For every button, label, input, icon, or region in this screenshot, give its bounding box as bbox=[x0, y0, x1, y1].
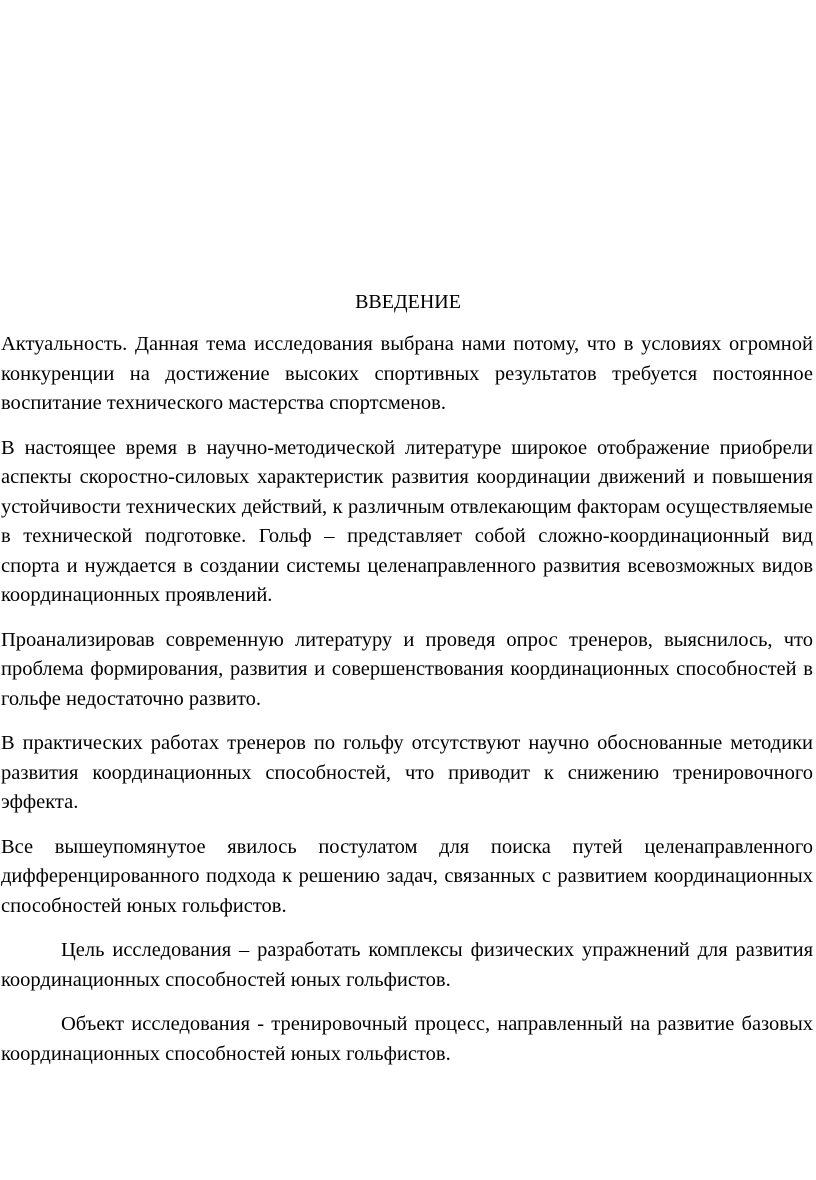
document-page bbox=[0, 288, 816, 1084]
paragraph-relevance: Актуальность. Данная тема исследования выбрана нами потому, что в условиях огромной конкуренции на достижение высоких спортивных результатов требуется постоянное воспитание технического мастерства спортсменов. bbox=[1, 333, 813, 414]
paragraph-analysis: Проанализировав современную литературу и проведя опрос тренеров, выяснилось, что проблема формирования, развития и совершенствования координационных способностей в гольфе недостаточно развито. bbox=[1, 628, 813, 710]
section-heading: ВВЕДЕНИЕ bbox=[355, 291, 461, 313]
paragraph-literature: В настоящее время в научно-методической литературе широкое отображение приобрели аспекты скоростно-силовых характеристик развития координации движений и повышения устойчивости технических действий, к различным отвлекающим факторам осуществляемые в технической подготовке. Гольф – представляет собой сложно-координационный вид спорта и нуждается в создании системы целенаправленного развития всевозможных видов координационных проявлений. bbox=[1, 436, 813, 606]
paragraph-object: Объект исследования - тренировочный процесс, направленный на развитие базовых координационных способностей юных гольфистов. bbox=[1, 1013, 813, 1065]
paragraph-goal: Цель исследования – разработать комплексы физических упражнений для развития координационных способностей юных гольфистов. bbox=[1, 939, 813, 991]
paragraph-practice: В практических работах тренеров по гольфу отсутствуют научно обоснованные методики развития координационных способностей, что приводит к снижению тренировочного эффекта. bbox=[1, 732, 813, 813]
paragraph-postulate: Все вышеупомянутое явилось постулатом для поиска путей целенаправленного дифференцированного подхода к решению задач, связанных с развитием координационных способностей юных гольфистов. bbox=[1, 835, 813, 917]
